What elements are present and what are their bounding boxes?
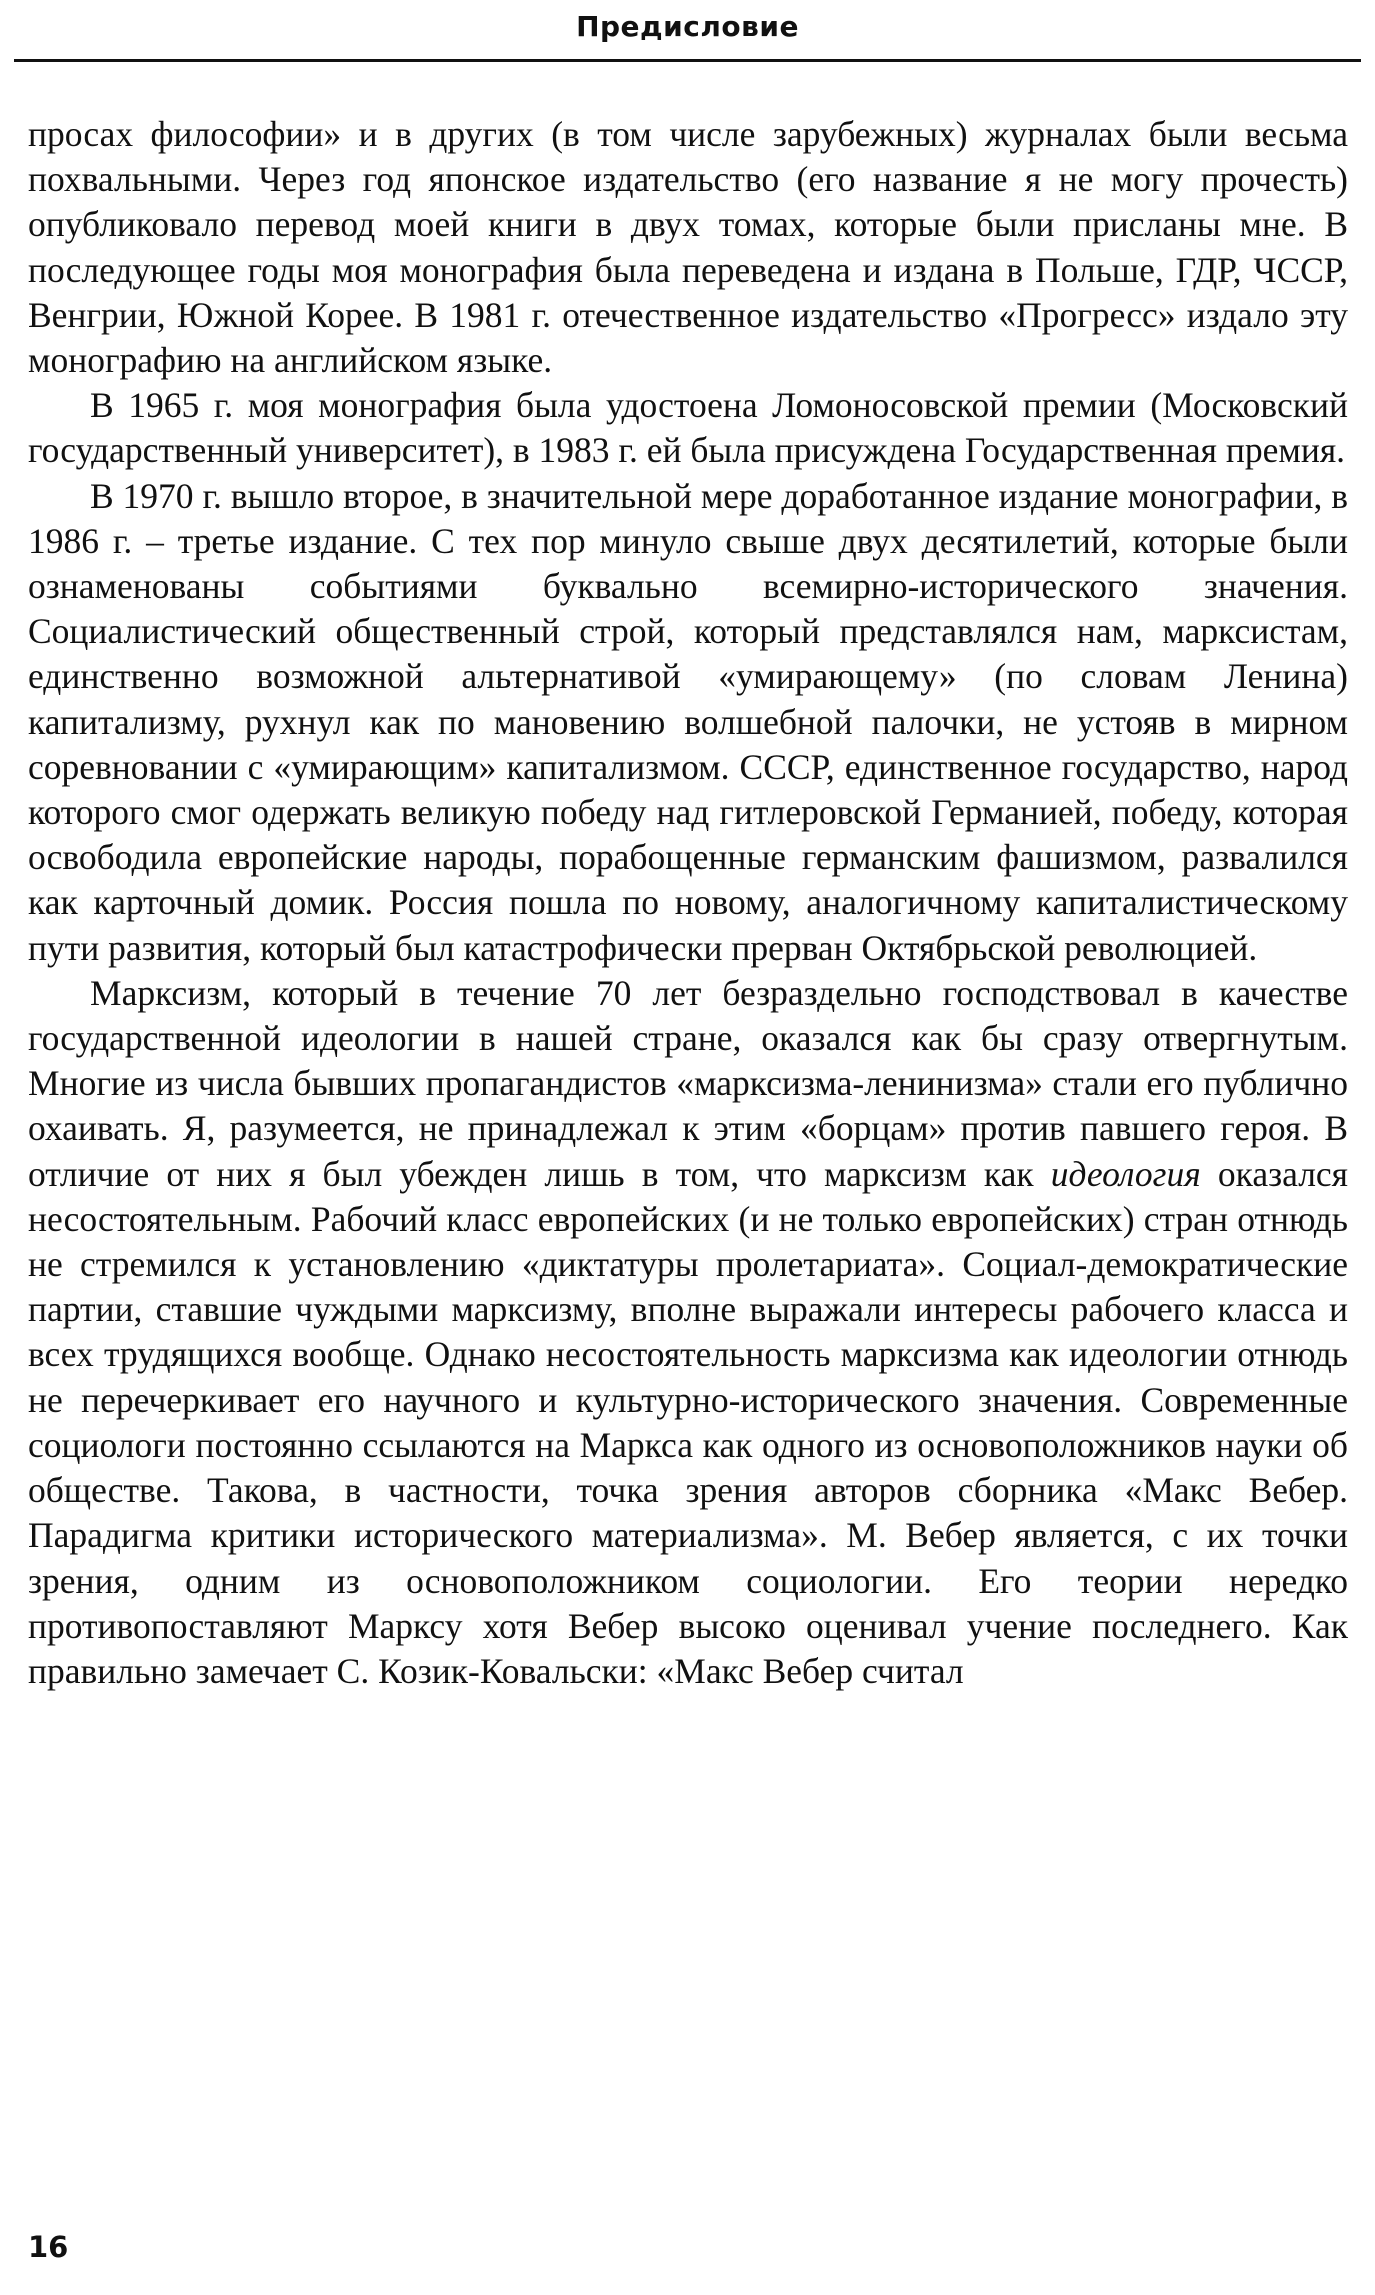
body-text (28, 112, 1348, 1694)
paragraph-4-start: Марксизм, который в течение 70 лет безраздельно господствовал в качестве государственной идеологии в нашей стране, оказался как бы сразу отвергнутым. Многие из числа бывших пропагандистов «марксизма-ленинизма» стали его публично охаивать. Я, разумеется, не принадлежал к этим «борцам» против павшего героя. В отличие от них я был убежден лишь в том, что марксизм как (28, 972, 1348, 1194)
italic-term: идеология (1050, 1153, 1201, 1194)
paragraph-1: просах философии» и в других (в том числе зарубежных) журналах были весьма похвальными. Через год японское издательство (его название я не могу прочесть) опубликовало перевод моей книги в двух томах, которые были присланы мне. В последующее годы моя монография была переведена и издана в Польше, ГДР, ЧССР, Венгрии, Южной Корее. В 1981 г. отечественное издательство «Прогресс» издало эту монографию на английском языке. (28, 114, 1348, 381)
header-rule (14, 59, 1361, 62)
running-head: Предисловие (576, 10, 799, 43)
page-number: 16 (28, 2230, 69, 2264)
paragraph-2: В 1965 г. моя монография была удостоена Ломоносовской премии (Московский государственный университет), в 1983 г. ей была присуждена Государственная премия. (28, 385, 1348, 471)
paragraph-3: В 1970 г. вышло второе, в значительной мере доработанное издание монографии, в 1986 г. – третье издание. С тех пор минуло свыше двух десятилетий, которые были ознаменованы событиями буквально всемирно-исторического значения. Социалистический общественный строй, который представлялся нам, марксистам, единственно возможной альтернативой «умирающему» (по словам Ленина) капитализму, рухнул как по мановению волшебной палочки, не устояв в мирном соревновании с «умирающим» капитализмом. СССР, единственное государство, народ которого смог одержать великую победу над гитлеровской Германией, победу, которая освободила европейские народы, порабощенные германским фашизмом, развалился как карточный домик. Россия пошла по новому, аналогичному капиталистическому пути развития, который был катастрофически прерван Октябрьской революцией. (28, 475, 1348, 968)
paragraph-4 (28, 971, 1348, 1694)
paragraph-4-end: оказался несостоятельным. Рабочий класс европейских (и не только европейских) стран отнюдь не стремился к установлению «диктатуры пролетариата». Социал-демократические партии, ставшие чуждыми марксизму, вполне выражали интересы рабочего класса и всех трудящихся вообще. Однако несостоятельность марксизма как идеологии отнюдь не перечеркивает его научного и культурно-исторического значения. Современные социологи постоянно ссылаются на Маркса как одного из основоположников науки об обществе. Такова, в частности, точка зрения авторов сборника «Макс Вебер. Парадигма критики исторического материализма». М. Вебер является, с их точки зрения, одним из основоположником социологии. Его теории нередко противопоставляют Марксу хотя Вебер высоко оценивал учение последнего. Как правильно замечает С. Козик-Ковальски: «Макс Вебер считал (28, 1153, 1349, 1691)
